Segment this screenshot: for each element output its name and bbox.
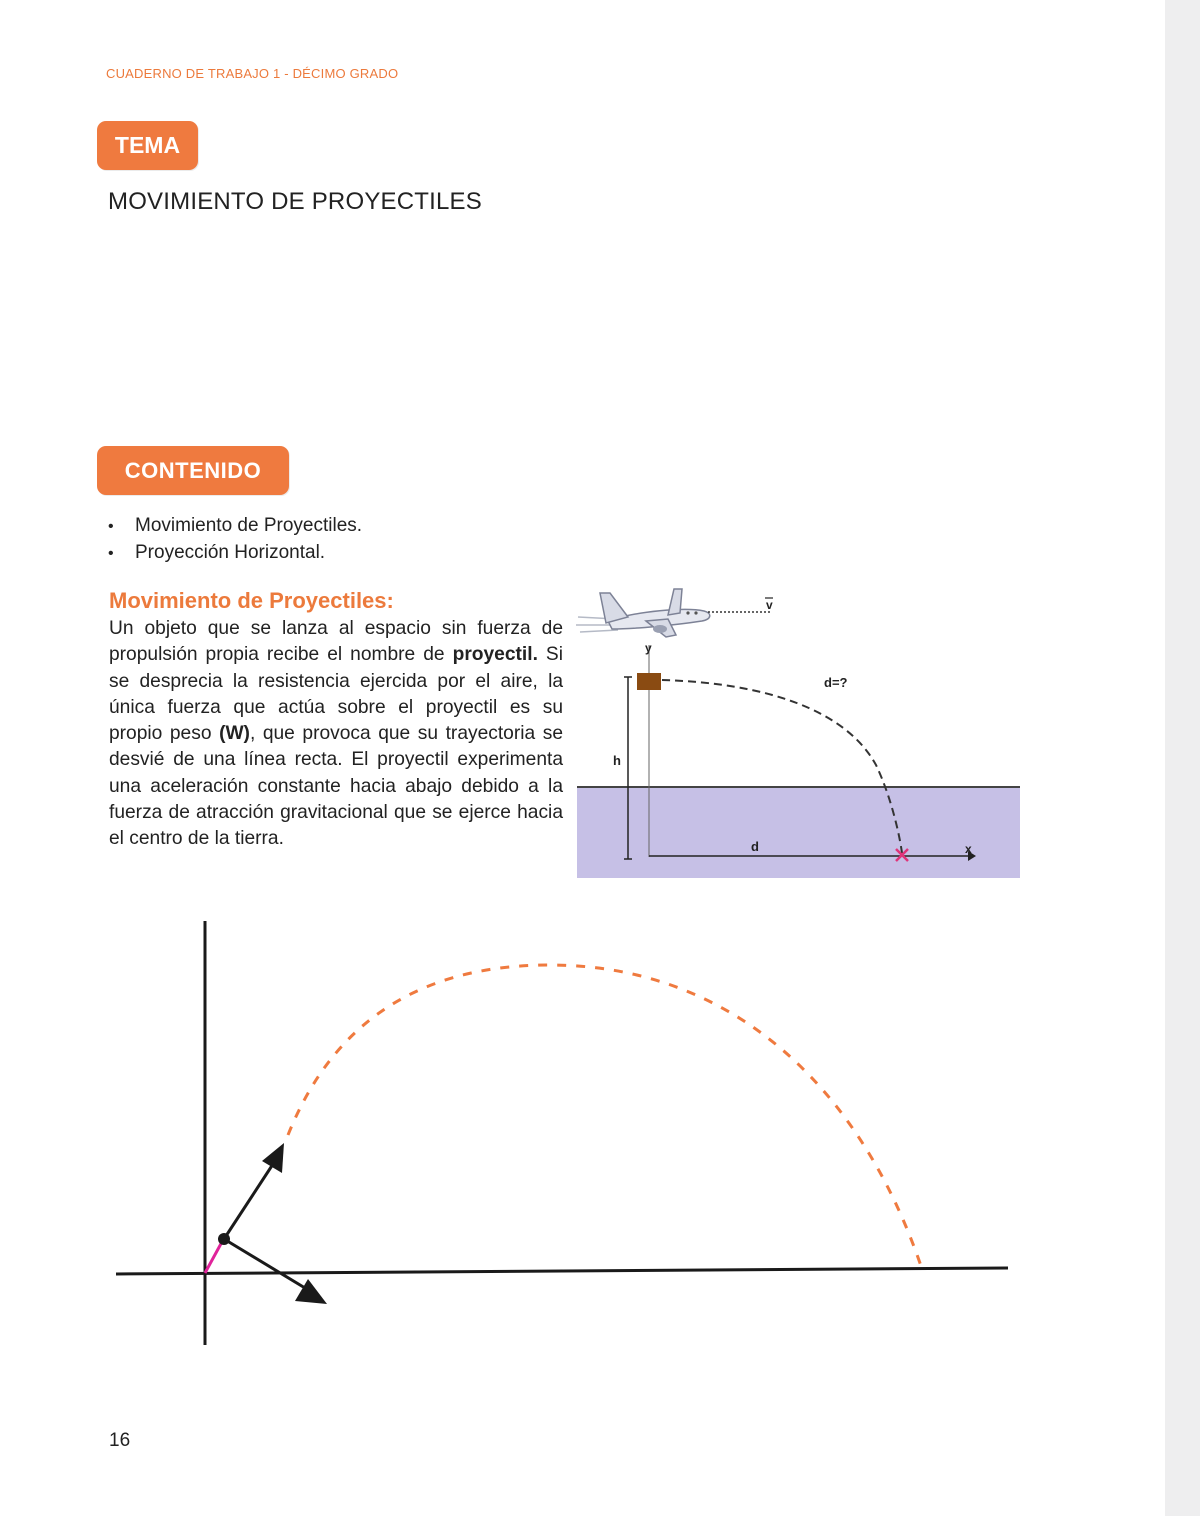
term-weight: (W) <box>219 723 250 745</box>
dropped-box <box>637 673 661 690</box>
term-proyectil: proyectil. <box>452 644 538 666</box>
parabolic-path <box>288 965 922 1269</box>
airplane-drop-figure <box>576 585 1021 881</box>
height-label: h <box>613 753 621 768</box>
weight-vector <box>224 1239 310 1291</box>
bullet: • <box>108 518 114 535</box>
velocity-vector <box>224 1161 275 1239</box>
velocity-label: v <box>766 598 773 612</box>
airplane-icon <box>576 589 710 637</box>
distance-question-label: d=? <box>824 675 848 690</box>
contenido-tag: CONTENIDO <box>97 446 289 495</box>
x-axis-label: x <box>965 842 972 856</box>
velocity-arrowhead <box>262 1143 284 1173</box>
paragraph-text: Si se desprecia la resistencia ejercida por el aire, la única fuerza que actúa sobre el proyectil es su propio peso <box>109 644 563 745</box>
page-number: 16 <box>109 1430 131 1451</box>
distance-label: d <box>751 839 759 854</box>
list-item <box>108 539 362 566</box>
bullet: • <box>108 545 114 562</box>
topic-title: MOVIMIENTO DE PROYECTILES <box>108 188 482 215</box>
body-paragraph <box>109 616 563 853</box>
paragraph-text: Un objeto que se lanza al espacio sin fuerza de propulsión propia recibe el nombre de <box>109 618 563 666</box>
section-heading: Movimiento de Proyectiles: <box>109 588 394 613</box>
page-edge-shadow <box>1165 0 1200 1516</box>
paragraph-text: , que provoca que su trayectoria se desvié de una línea recta. El proyectil experimenta una aceleración constante hacia abajo debido a la fuerza de atracción gravitacional que se ejerce hacia el centro de la tierra. <box>109 723 564 850</box>
list-item-text: Proyección Horizontal. <box>135 542 326 563</box>
weight-arrowhead <box>295 1279 327 1304</box>
parabolic-trajectory-figure <box>110 915 1015 1350</box>
list-item-text: Movimiento de Proyectiles. <box>135 515 363 536</box>
accent-segment <box>205 1240 223 1273</box>
running-header: CUADERNO DE TRABAJO 1 - DÉCIMO GRADO <box>106 66 399 81</box>
horizontal-axis <box>116 1268 1008 1274</box>
content-list <box>108 512 362 566</box>
tema-tag: TEMA <box>97 121 198 170</box>
ground-area <box>577 786 1020 878</box>
list-item <box>108 512 362 539</box>
y-axis-label: y <box>645 641 652 655</box>
